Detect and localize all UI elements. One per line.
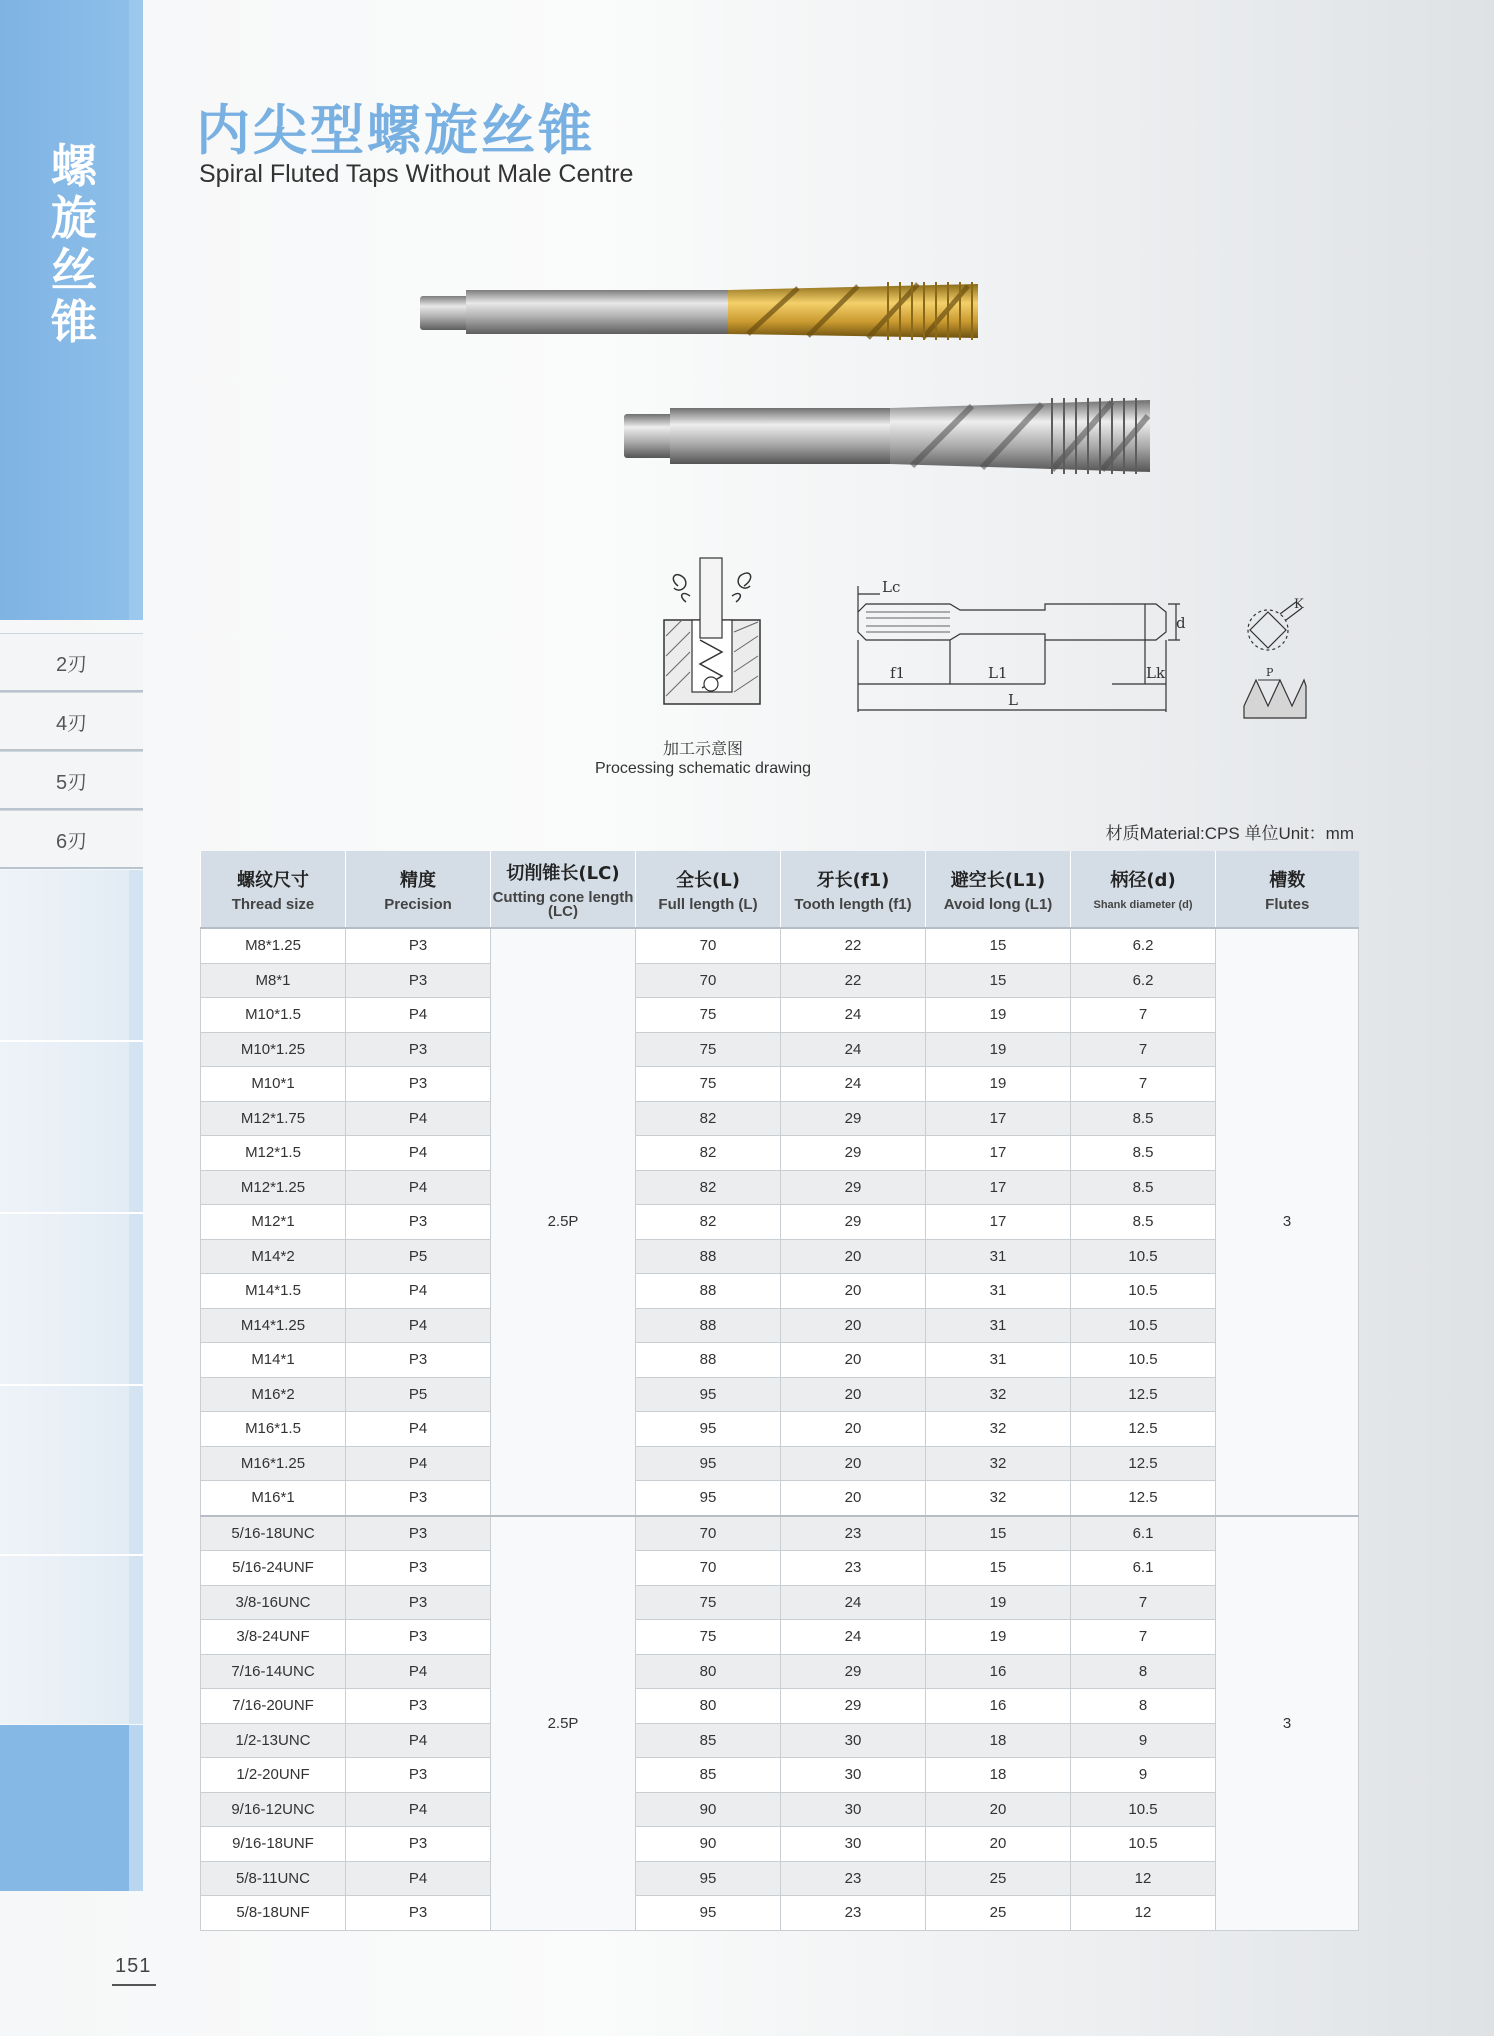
column-header-en: Thread size (231, 896, 315, 913)
precision-cell: P5 (346, 1239, 491, 1274)
full-length-cell: 88 (636, 1308, 781, 1343)
thread-size-cell: M14*1.5 (201, 1274, 346, 1309)
silver-spiral-tap-image (622, 396, 1152, 476)
full-length-cell: 70 (636, 963, 781, 998)
precision-cell: P4 (346, 1792, 491, 1827)
table-row (201, 1032, 1359, 1067)
thread-size-cell: 5/8-11UNC (201, 1861, 346, 1896)
table-row (201, 1412, 1359, 1447)
full-length-cell: 75 (636, 998, 781, 1033)
column-header-cutting-cone-length (491, 851, 636, 928)
avoid-long-cell: 15 (926, 963, 1071, 998)
processing-schematic-icon (660, 556, 764, 708)
avoid-long-cell: 18 (926, 1758, 1071, 1793)
column-header-en: Shank diameter (d) (1093, 899, 1193, 911)
column-header-en: Flutes (1265, 896, 1310, 913)
full-length-cell: 95 (636, 1861, 781, 1896)
thread-size-cell: M14*2 (201, 1239, 346, 1274)
tooth-length-cell: 24 (781, 1067, 926, 1102)
full-length-cell: 88 (636, 1343, 781, 1378)
tooth-length-cell: 20 (781, 1481, 926, 1516)
dim-label-k: K (1294, 597, 1304, 612)
shank-diameter-cell: 9 (1071, 1758, 1216, 1793)
column-header-en: Tooth length (f1) (794, 896, 912, 913)
dim-label-p: P (1266, 666, 1274, 679)
full-length-cell: 95 (636, 1377, 781, 1412)
table-row (201, 1136, 1359, 1171)
table-row (201, 1067, 1359, 1102)
column-header-en: Cutting cone length (LC) (492, 889, 634, 920)
precision-cell: P4 (346, 1861, 491, 1896)
tooth-length-cell: 29 (781, 1205, 926, 1240)
sidebar-accent-strip (129, 0, 143, 620)
column-header-precision (346, 851, 491, 928)
avoid-long-cell: 31 (926, 1343, 1071, 1378)
table-row (201, 1689, 1359, 1724)
shank-diameter-cell: 6.2 (1071, 963, 1216, 998)
thread-size-cell: 9/16-18UNF (201, 1827, 346, 1862)
shank-diameter-cell: 10.5 (1071, 1239, 1216, 1274)
tooth-length-cell: 24 (781, 1032, 926, 1067)
avoid-long-cell: 32 (926, 1412, 1071, 1447)
full-length-cell: 88 (636, 1274, 781, 1309)
table-row (201, 1723, 1359, 1758)
table-row (201, 1170, 1359, 1205)
column-header-en: Precision (384, 896, 452, 913)
flutes-cell: 3 (1216, 1516, 1359, 1931)
thread-size-cell: M14*1.25 (201, 1308, 346, 1343)
tooth-length-cell: 22 (781, 928, 926, 963)
avoid-long-cell: 19 (926, 1032, 1071, 1067)
page-number-rule (112, 1984, 156, 1986)
avoid-long-cell: 17 (926, 1205, 1071, 1240)
sidebar-active-strip (129, 1725, 143, 1891)
column-header-cn: 全长(L) (676, 870, 740, 891)
column-header-cn: 避空长(L1) (950, 870, 1046, 891)
tooth-length-cell: 30 (781, 1827, 926, 1862)
precision-cell: P3 (346, 928, 491, 963)
avoid-long-cell: 31 (926, 1274, 1071, 1309)
tooth-length-cell: 29 (781, 1689, 926, 1724)
shank-diameter-cell: 8.5 (1071, 1136, 1216, 1171)
full-length-cell: 75 (636, 1032, 781, 1067)
tooth-length-cell: 24 (781, 998, 926, 1033)
dim-label-d: d (1176, 614, 1186, 632)
shank-diameter-cell: 8.5 (1071, 1101, 1216, 1136)
avoid-long-cell: 25 (926, 1896, 1071, 1931)
precision-cell: P4 (346, 1170, 491, 1205)
precision-cell: P3 (346, 1896, 491, 1931)
full-length-cell: 75 (636, 1585, 781, 1620)
shank-diameter-cell: 12 (1071, 1861, 1216, 1896)
tooth-length-cell: 23 (781, 1516, 926, 1551)
shank-diameter-cell: 12.5 (1071, 1446, 1216, 1481)
shank-diameter-cell: 10.5 (1071, 1827, 1216, 1862)
table-row (201, 963, 1359, 998)
tooth-length-cell: 29 (781, 1654, 926, 1689)
thread-size-cell: M10*1.25 (201, 1032, 346, 1067)
shank-diameter-cell: 8.5 (1071, 1170, 1216, 1205)
shank-diameter-cell: 7 (1071, 1032, 1216, 1067)
column-header-cn: 精度 (400, 870, 436, 891)
tooth-length-cell: 20 (781, 1377, 926, 1412)
shank-diameter-cell: 12.5 (1071, 1481, 1216, 1516)
precision-cell: P3 (346, 963, 491, 998)
avoid-long-cell: 25 (926, 1861, 1071, 1896)
avoid-long-cell: 17 (926, 1136, 1071, 1171)
avoid-long-cell: 19 (926, 1620, 1071, 1655)
full-length-cell: 88 (636, 1239, 781, 1274)
table-row (201, 1654, 1359, 1689)
avoid-long-cell: 18 (926, 1723, 1071, 1758)
page-title: 内尖型螺旋丝锥 (196, 99, 595, 162)
dim-label-lc: Lc (882, 578, 901, 596)
sidebar-active-marker (0, 1725, 129, 1891)
precision-cell: P4 (346, 1412, 491, 1447)
avoid-long-cell: 16 (926, 1689, 1071, 1724)
shank-diameter-cell: 8 (1071, 1689, 1216, 1724)
column-header-en: Full length (L) (658, 896, 758, 913)
full-length-cell: 95 (636, 1481, 781, 1516)
avoid-long-cell: 31 (926, 1308, 1071, 1343)
table-row (201, 1343, 1359, 1378)
schematic-caption-en: Processing schematic drawing (594, 760, 812, 777)
thread-size-cell: 7/16-20UNF (201, 1689, 346, 1724)
table-row (201, 928, 1359, 963)
column-header-shank-diameter (1071, 851, 1216, 928)
flutes-cell: 3 (1216, 928, 1359, 1516)
full-length-cell: 82 (636, 1205, 781, 1240)
full-length-cell: 85 (636, 1758, 781, 1793)
square-shank-icon (1240, 596, 1310, 656)
avoid-long-cell: 32 (926, 1481, 1071, 1516)
column-header-cn: 切削锥长(LC) (506, 863, 620, 884)
dim-label-l1: L1 (988, 664, 1008, 682)
dim-label-l: L (1008, 691, 1018, 709)
full-length-cell: 80 (636, 1654, 781, 1689)
shank-diameter-cell: 12.5 (1071, 1377, 1216, 1412)
full-length-cell: 70 (636, 1516, 781, 1551)
shank-diameter-cell: 7 (1071, 1585, 1216, 1620)
column-header-cn: 柄径(d) (1110, 870, 1176, 891)
page-subtitle: Spiral Fluted Taps Without Male Centre (199, 160, 634, 188)
table-row (201, 1446, 1359, 1481)
spec-table-header (201, 851, 1359, 928)
thread-profile-icon (1240, 666, 1310, 726)
full-length-cell: 70 (636, 928, 781, 963)
thread-size-cell: 9/16-12UNC (201, 1792, 346, 1827)
tooth-length-cell: 29 (781, 1136, 926, 1171)
precision-cell: P3 (346, 1067, 491, 1102)
cutting-cone-length-cell: 2.5P (491, 928, 636, 1516)
precision-cell: P5 (346, 1377, 491, 1412)
precision-cell: P4 (346, 1308, 491, 1343)
precision-cell: P3 (346, 1758, 491, 1793)
table-row (201, 1101, 1359, 1136)
table-row (201, 1551, 1359, 1586)
avoid-long-cell: 20 (926, 1827, 1071, 1862)
thread-size-cell: 1/2-13UNC (201, 1723, 346, 1758)
thread-size-cell: M8*1 (201, 963, 346, 998)
thread-size-cell: 3/8-24UNF (201, 1620, 346, 1655)
avoid-long-cell: 15 (926, 1516, 1071, 1551)
precision-cell: P4 (346, 1654, 491, 1689)
thread-size-cell: M12*1.25 (201, 1170, 346, 1205)
avoid-long-cell: 16 (926, 1654, 1071, 1689)
precision-cell: P4 (346, 1723, 491, 1758)
full-length-cell: 70 (636, 1551, 781, 1586)
thread-size-cell: M8*1.25 (201, 928, 346, 963)
table-row (201, 1377, 1359, 1412)
column-header-avoid-long (926, 851, 1071, 928)
shank-diameter-cell: 12 (1071, 1896, 1216, 1931)
full-length-cell: 90 (636, 1792, 781, 1827)
dim-label-lk: Lk (1146, 664, 1166, 682)
tooth-length-cell: 20 (781, 1412, 926, 1447)
sidebar-tab-6-flute[interactable]: 6刃 (0, 810, 143, 869)
table-row (201, 1481, 1359, 1516)
schematic-caption (565, 740, 841, 778)
thread-size-cell: M10*1 (201, 1067, 346, 1102)
column-header-thread-size (201, 851, 346, 928)
precision-cell: P3 (346, 1481, 491, 1516)
thread-size-cell: M16*2 (201, 1377, 346, 1412)
thread-size-cell: M12*1.75 (201, 1101, 346, 1136)
column-header-flutes (1216, 851, 1359, 928)
tooth-length-cell: 22 (781, 963, 926, 998)
avoid-long-cell: 32 (926, 1446, 1071, 1481)
table-row (201, 998, 1359, 1033)
precision-cell: P3 (346, 1585, 491, 1620)
shank-diameter-cell: 10.5 (1071, 1308, 1216, 1343)
precision-cell: P3 (346, 1516, 491, 1551)
shank-diameter-cell: 7 (1071, 998, 1216, 1033)
precision-cell: P4 (346, 998, 491, 1033)
avoid-long-cell: 19 (926, 1585, 1071, 1620)
avoid-long-cell: 19 (926, 998, 1071, 1033)
tooth-length-cell: 20 (781, 1446, 926, 1481)
table-row (201, 1896, 1359, 1931)
shank-diameter-cell: 6.2 (1071, 928, 1216, 963)
gold-spiral-tap-image (418, 276, 980, 346)
avoid-long-cell: 20 (926, 1792, 1071, 1827)
table-row (201, 1827, 1359, 1862)
tooth-length-cell: 29 (781, 1170, 926, 1205)
precision-cell: P3 (346, 1551, 491, 1586)
column-header-cn: 牙长(f1) (816, 870, 890, 891)
shank-diameter-cell: 6.1 (1071, 1551, 1216, 1586)
thread-size-cell: 5/8-18UNF (201, 1896, 346, 1931)
sidebar-tabs (0, 633, 143, 869)
precision-cell: P4 (346, 1136, 491, 1171)
full-length-cell: 75 (636, 1620, 781, 1655)
full-length-cell: 85 (636, 1723, 781, 1758)
full-length-cell: 95 (636, 1446, 781, 1481)
shank-diameter-cell: 10.5 (1071, 1792, 1216, 1827)
sidebar-index-blocks (0, 870, 143, 1724)
tooth-length-cell: 30 (781, 1758, 926, 1793)
sidebar-tab-2-flute[interactable]: 2刃 (0, 633, 143, 692)
tooth-length-cell: 20 (781, 1308, 926, 1343)
spec-table (200, 851, 1359, 1931)
tooth-length-cell: 20 (781, 1239, 926, 1274)
shank-diameter-cell: 12.5 (1071, 1412, 1216, 1447)
spec-table-body (201, 928, 1359, 1930)
precision-cell: P3 (346, 1689, 491, 1724)
sidebar-tab-5-flute[interactable]: 5刃 (0, 751, 143, 810)
precision-cell: P4 (346, 1274, 491, 1309)
table-row (201, 1239, 1359, 1274)
tooth-length-cell: 23 (781, 1551, 926, 1586)
precision-cell: P3 (346, 1827, 491, 1862)
thread-size-cell: 7/16-14UNC (201, 1654, 346, 1689)
tooth-length-cell: 20 (781, 1274, 926, 1309)
full-length-cell: 95 (636, 1412, 781, 1447)
column-header-cn: 螺纹尺寸 (237, 870, 309, 891)
tooth-length-cell: 20 (781, 1343, 926, 1378)
full-length-cell: 95 (636, 1896, 781, 1931)
page-number: 151 (115, 1955, 152, 1977)
full-length-cell: 82 (636, 1136, 781, 1171)
sidebar-tab-4-flute[interactable]: 4刃 (0, 692, 143, 751)
material-unit-note: 材质Material:CPS 单位Unit：mm (1105, 824, 1354, 843)
avoid-long-cell: 31 (926, 1239, 1071, 1274)
thread-size-cell: M12*1 (201, 1205, 346, 1240)
shank-diameter-cell: 8 (1071, 1654, 1216, 1689)
table-row (201, 1758, 1359, 1793)
precision-cell: P3 (346, 1205, 491, 1240)
cutting-cone-length-cell: 2.5P (491, 1516, 636, 1931)
full-length-cell: 80 (636, 1689, 781, 1724)
avoid-long-cell: 32 (926, 1377, 1071, 1412)
tooth-length-cell: 24 (781, 1585, 926, 1620)
avoid-long-cell: 19 (926, 1067, 1071, 1102)
precision-cell: P4 (346, 1101, 491, 1136)
column-header-tooth-length (781, 851, 926, 928)
thread-size-cell: 5/16-24UNF (201, 1551, 346, 1586)
avoid-long-cell: 15 (926, 928, 1071, 963)
full-length-cell: 90 (636, 1827, 781, 1862)
shank-diameter-cell: 9 (1071, 1723, 1216, 1758)
thread-size-cell: 5/16-18UNC (201, 1516, 346, 1551)
table-row (201, 1516, 1359, 1551)
column-header-full-length (636, 851, 781, 928)
thread-size-cell: M16*1.25 (201, 1446, 346, 1481)
full-length-cell: 75 (636, 1067, 781, 1102)
precision-cell: P4 (346, 1446, 491, 1481)
precision-cell: P3 (346, 1343, 491, 1378)
full-length-cell: 82 (636, 1170, 781, 1205)
table-row (201, 1620, 1359, 1655)
shank-diameter-cell: 6.1 (1071, 1516, 1216, 1551)
avoid-long-cell: 17 (926, 1170, 1071, 1205)
thread-size-cell: M14*1 (201, 1343, 346, 1378)
table-row (201, 1308, 1359, 1343)
table-row (201, 1861, 1359, 1896)
tooth-length-cell: 24 (781, 1620, 926, 1655)
tooth-length-cell: 23 (781, 1861, 926, 1896)
full-length-cell: 82 (636, 1101, 781, 1136)
shank-diameter-cell: 7 (1071, 1067, 1216, 1102)
thread-size-cell: M12*1.5 (201, 1136, 346, 1171)
shank-diameter-cell: 8.5 (1071, 1205, 1216, 1240)
thread-size-cell: 3/8-16UNC (201, 1585, 346, 1620)
table-row (201, 1792, 1359, 1827)
thread-size-cell: M10*1.5 (201, 998, 346, 1033)
table-row (201, 1205, 1359, 1240)
tooth-length-cell: 30 (781, 1792, 926, 1827)
precision-cell: P3 (346, 1032, 491, 1067)
table-row (201, 1585, 1359, 1620)
thread-size-cell: M16*1 (201, 1481, 346, 1516)
dimension-drawing (850, 572, 1186, 722)
tooth-length-cell: 29 (781, 1101, 926, 1136)
thread-size-cell: 1/2-20UNF (201, 1758, 346, 1793)
shank-diameter-cell: 10.5 (1071, 1343, 1216, 1378)
thread-size-cell: M16*1.5 (201, 1412, 346, 1447)
shank-diameter-cell: 7 (1071, 1620, 1216, 1655)
table-row (201, 1274, 1359, 1309)
column-header-en: Avoid long (L1) (943, 896, 1053, 913)
tooth-length-cell: 23 (781, 1896, 926, 1931)
shank-diameter-cell: 10.5 (1071, 1274, 1216, 1309)
schematic-caption-cn: 加工示意图 (662, 741, 743, 758)
sidebar-category-title: 螺旋丝锥 (51, 139, 97, 349)
precision-cell: P3 (346, 1620, 491, 1655)
column-header-cn: 槽数 (1269, 870, 1306, 891)
avoid-long-cell: 17 (926, 1101, 1071, 1136)
tooth-length-cell: 30 (781, 1723, 926, 1758)
dim-label-f1: f1 (890, 664, 906, 682)
avoid-long-cell: 15 (926, 1551, 1071, 1586)
